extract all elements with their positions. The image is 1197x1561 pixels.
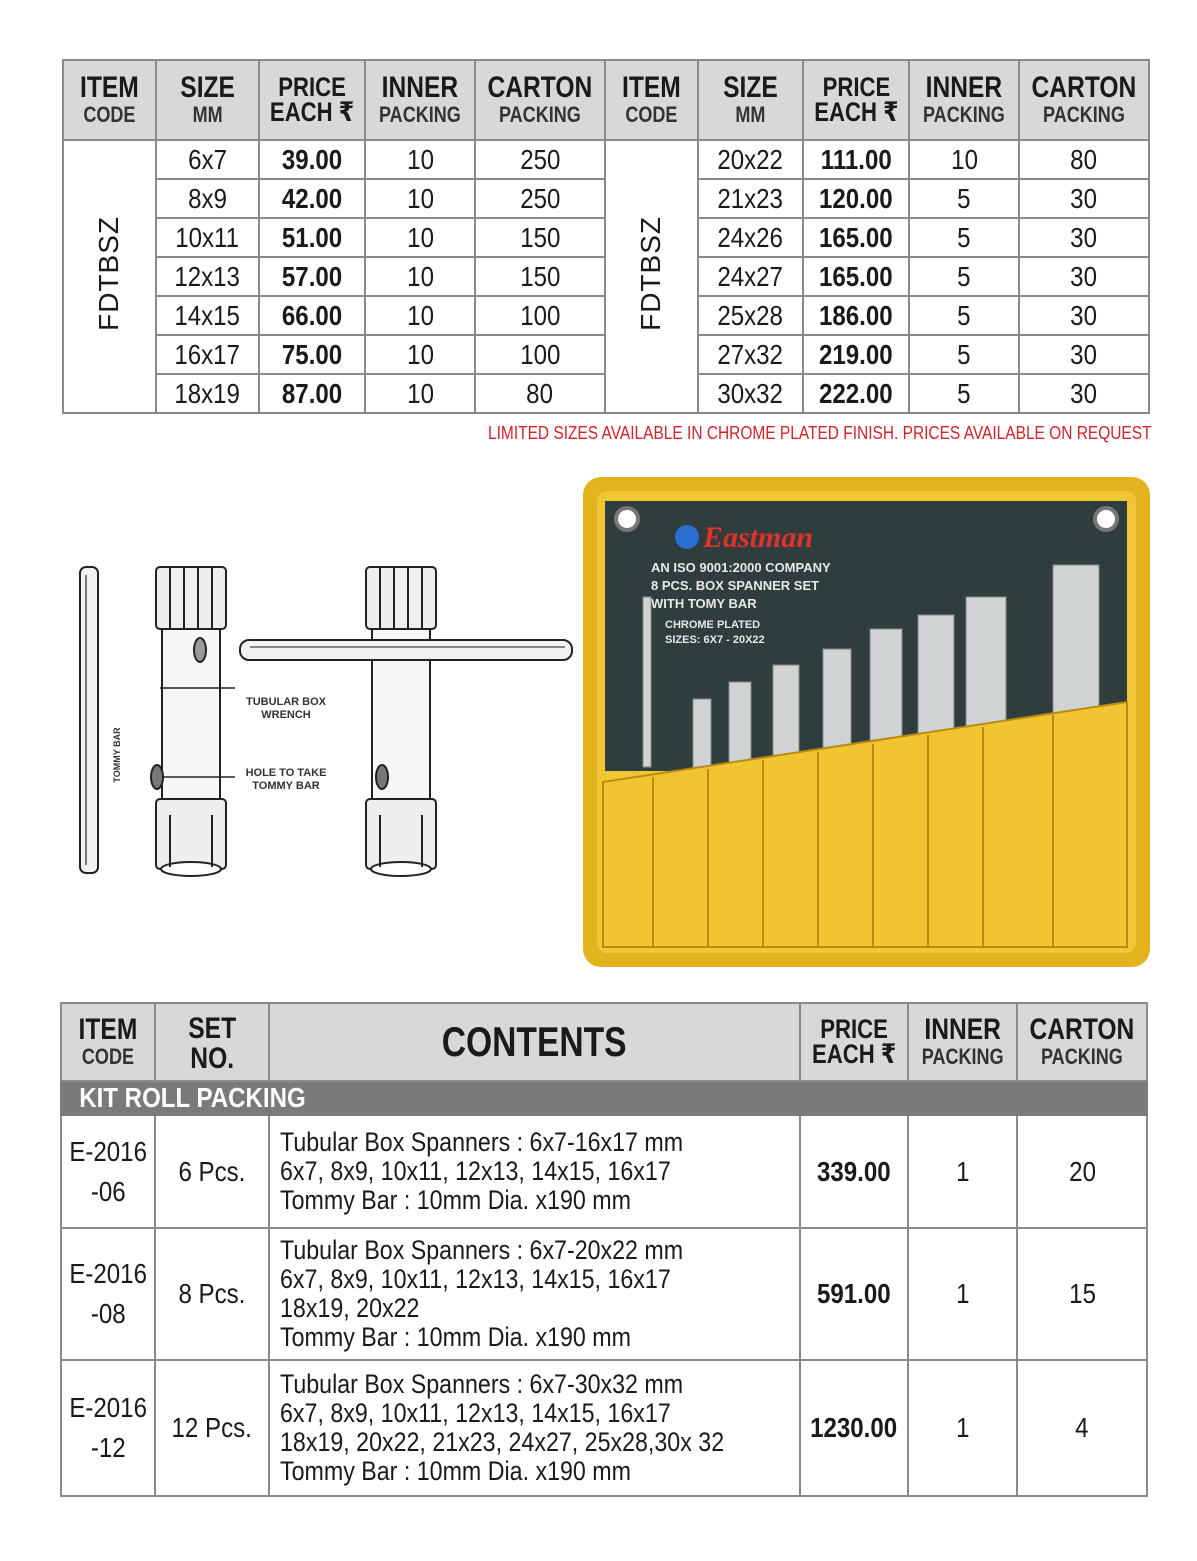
size-cell: 27x32 [698, 335, 803, 374]
bheader-price: PRICE EACH ₹ [800, 1003, 908, 1081]
tommy-bar-label: TOMMY BAR [112, 727, 122, 783]
size-cell: 12x13 [156, 257, 259, 296]
carton-cell: 30 [1019, 335, 1149, 374]
carton-cell: 30 [1019, 179, 1149, 218]
price-cell: 186.00 [803, 296, 910, 335]
table-row [61, 1228, 1147, 1360]
carton-cell: 150 [475, 218, 605, 257]
size-cell: 14x15 [156, 296, 259, 335]
inner-cell: 5 [909, 335, 1019, 374]
header-carton-packing-2: CARTON PACKING [1019, 60, 1149, 140]
inner-cell: 5 [909, 296, 1019, 335]
inner-cell: 10 [365, 296, 475, 335]
kit-item-code: E-2016 -08 [61, 1228, 155, 1360]
top-table-body [63, 140, 1149, 413]
bheader-carton-packing: CARTON PACKING [1017, 1003, 1147, 1081]
kit-table-body [61, 1115, 1147, 1496]
price-cell: 51.00 [259, 218, 365, 257]
size-cell: 25x28 [698, 296, 803, 335]
carton-cell: 30 [1019, 218, 1149, 257]
kit-carton: 20 [1017, 1115, 1147, 1228]
size-cell: 8x9 [156, 179, 259, 218]
size-cell: 18x19 [156, 374, 259, 413]
hole-label-2: TOMMY BAR [252, 780, 320, 792]
bheader-contents: CONTENTS [269, 1003, 799, 1081]
tommy-bar-drawing [80, 567, 98, 873]
inner-cell: 5 [909, 179, 1019, 218]
table-row [61, 1115, 1147, 1228]
inner-cell: 5 [909, 257, 1019, 296]
kit-item-code: E-2016 -12 [61, 1360, 155, 1496]
inner-cell: 10 [365, 179, 475, 218]
size-cell: 10x11 [156, 218, 259, 257]
price-cell: 87.00 [259, 374, 365, 413]
header-item-code: ITEM CODE [63, 60, 156, 140]
assembled-wrench-drawing [240, 567, 572, 876]
tubular-label-2: WRENCH [261, 709, 311, 721]
hole-label-1: HOLE TO TAKE [245, 767, 327, 779]
kit-carton: 15 [1017, 1228, 1147, 1360]
carton-cell: 250 [475, 140, 605, 179]
kit-price-table [60, 1002, 1148, 1497]
kit-carton: 4 [1017, 1360, 1147, 1496]
size-cell: 6x7 [156, 140, 259, 179]
size-cell: 21x23 [698, 179, 803, 218]
header-item-code-2: ITEM CODE [605, 60, 698, 140]
header-inner-packing: INNER PACKING [365, 60, 475, 140]
header-carton-packing: CARTON PACKING [475, 60, 605, 140]
kit-line-5: SIZES: 6X7 - 20X22 [665, 634, 765, 646]
kit-set-no: 12 Pcs. [155, 1360, 269, 1496]
table-row [63, 140, 1149, 179]
tubular-label-1: TUBULAR BOX [245, 696, 327, 708]
kit-brand: Eastman [703, 521, 814, 554]
contents-line: 6x7, 8x9, 10x11, 12x13, 14x15, 16x17 [280, 1398, 672, 1428]
price-cell: 222.00 [803, 374, 910, 413]
carton-cell: 100 [475, 335, 605, 374]
price-cell: 75.00 [259, 335, 365, 374]
inner-cell: 10 [365, 257, 475, 296]
inner-cell: 10 [365, 335, 475, 374]
kit-line-3: WITH TOMY BAR [651, 596, 757, 611]
kit-price: 1230.00 [800, 1360, 908, 1496]
price-cell: 111.00 [803, 140, 910, 179]
inner-cell: 10 [909, 140, 1019, 179]
kit-inner: 1 [908, 1228, 1017, 1360]
price-cell: 219.00 [803, 335, 910, 374]
header-size-2: SIZE MM [698, 60, 803, 140]
kit-set-no: 6 Pcs. [155, 1115, 269, 1228]
kit-set-no: 8 Pcs. [155, 1228, 269, 1360]
spanner-diagram [60, 555, 580, 885]
kit-inner: 1 [908, 1115, 1017, 1228]
carton-cell: 80 [475, 374, 605, 413]
price-cell: 39.00 [259, 140, 365, 179]
contents-line: 18x19, 20x22 [280, 1293, 420, 1323]
kit-contents [269, 1360, 799, 1496]
kit-contents [269, 1115, 799, 1228]
size-cell: 20x22 [698, 140, 803, 179]
carton-cell: 30 [1019, 257, 1149, 296]
bheader-inner-packing: INNER PACKING [908, 1003, 1017, 1081]
bheader-item-code: ITEM CODE [61, 1003, 155, 1081]
carton-cell: 250 [475, 179, 605, 218]
header-price: PRICE EACH ₹ [259, 60, 365, 140]
inner-cell: 5 [909, 218, 1019, 257]
price-cell: 165.00 [803, 257, 910, 296]
size-cell: 30x32 [698, 374, 803, 413]
table-row [61, 1360, 1147, 1496]
contents-line: Tubular Box Spanners : 6x7-16x17 mm [280, 1127, 684, 1157]
carton-cell: 30 [1019, 296, 1149, 335]
kit-item-code: E-2016 -06 [61, 1115, 155, 1228]
tubular-wrench-drawing [151, 567, 226, 876]
inner-cell: 10 [365, 140, 475, 179]
item-code-cell-2: FDTBSZ [605, 140, 698, 413]
kit-line-1: AN ISO 9001:2000 COMPANY [651, 560, 831, 575]
kit-price: 591.00 [800, 1228, 908, 1360]
header-inner-packing-2: INNER PACKING [909, 60, 1019, 140]
contents-line: Tommy Bar : 10mm Dia. x190 mm [280, 1185, 632, 1215]
carton-cell: 100 [475, 296, 605, 335]
price-cell: 57.00 [259, 257, 365, 296]
price-cell: 66.00 [259, 296, 365, 335]
inner-cell: 5 [909, 374, 1019, 413]
contents-line: 6x7, 8x9, 10x11, 12x13, 14x15, 16x17 [280, 1264, 672, 1294]
contents-line: Tubular Box Spanners : 6x7-20x22 mm [280, 1235, 684, 1265]
inner-cell: 10 [365, 218, 475, 257]
price-cell: 165.00 [803, 218, 910, 257]
kit-line-2: 8 PCS. BOX SPANNER SET [651, 578, 820, 593]
kit-inner: 1 [908, 1360, 1017, 1496]
kit-line-4: CHROME PLATED [665, 619, 761, 631]
size-cell: 16x17 [156, 335, 259, 374]
finish-note: LIMITED SIZES AVAILABLE IN CHROME PLATED FINISH. PRICES AVAILABLE ON REQUEST [488, 423, 1152, 443]
item-code-cell: FDTBSZ [63, 140, 156, 413]
header-size: SIZE MM [156, 60, 259, 140]
price-table-top [62, 59, 1150, 414]
size-cell: 24x27 [698, 257, 803, 296]
bheader-set-no: SET NO. [155, 1003, 269, 1081]
section-kit-roll-packing: KIT ROLL PACKING [61, 1081, 1147, 1115]
contents-line: Tommy Bar : 10mm Dia. x190 mm [280, 1456, 632, 1486]
contents-line: Tommy Bar : 10mm Dia. x190 mm [280, 1322, 632, 1352]
carton-cell: 150 [475, 257, 605, 296]
header-price-2: PRICE EACH ₹ [803, 60, 910, 140]
contents-line: 6x7, 8x9, 10x11, 12x13, 14x15, 16x17 [280, 1156, 672, 1186]
price-cell: 120.00 [803, 179, 910, 218]
kit-price: 339.00 [800, 1115, 908, 1228]
contents-line: Tubular Box Spanners : 6x7-30x32 mm [280, 1369, 684, 1399]
contents-line: 18x19, 20x22, 21x23, 24x27, 25x28,30x 32 [280, 1427, 725, 1457]
carton-cell: 30 [1019, 374, 1149, 413]
kit-roll-photo [583, 477, 1150, 967]
kit-contents [269, 1228, 799, 1360]
price-cell: 42.00 [259, 179, 365, 218]
size-cell: 24x26 [698, 218, 803, 257]
carton-cell: 80 [1019, 140, 1149, 179]
inner-cell: 10 [365, 374, 475, 413]
